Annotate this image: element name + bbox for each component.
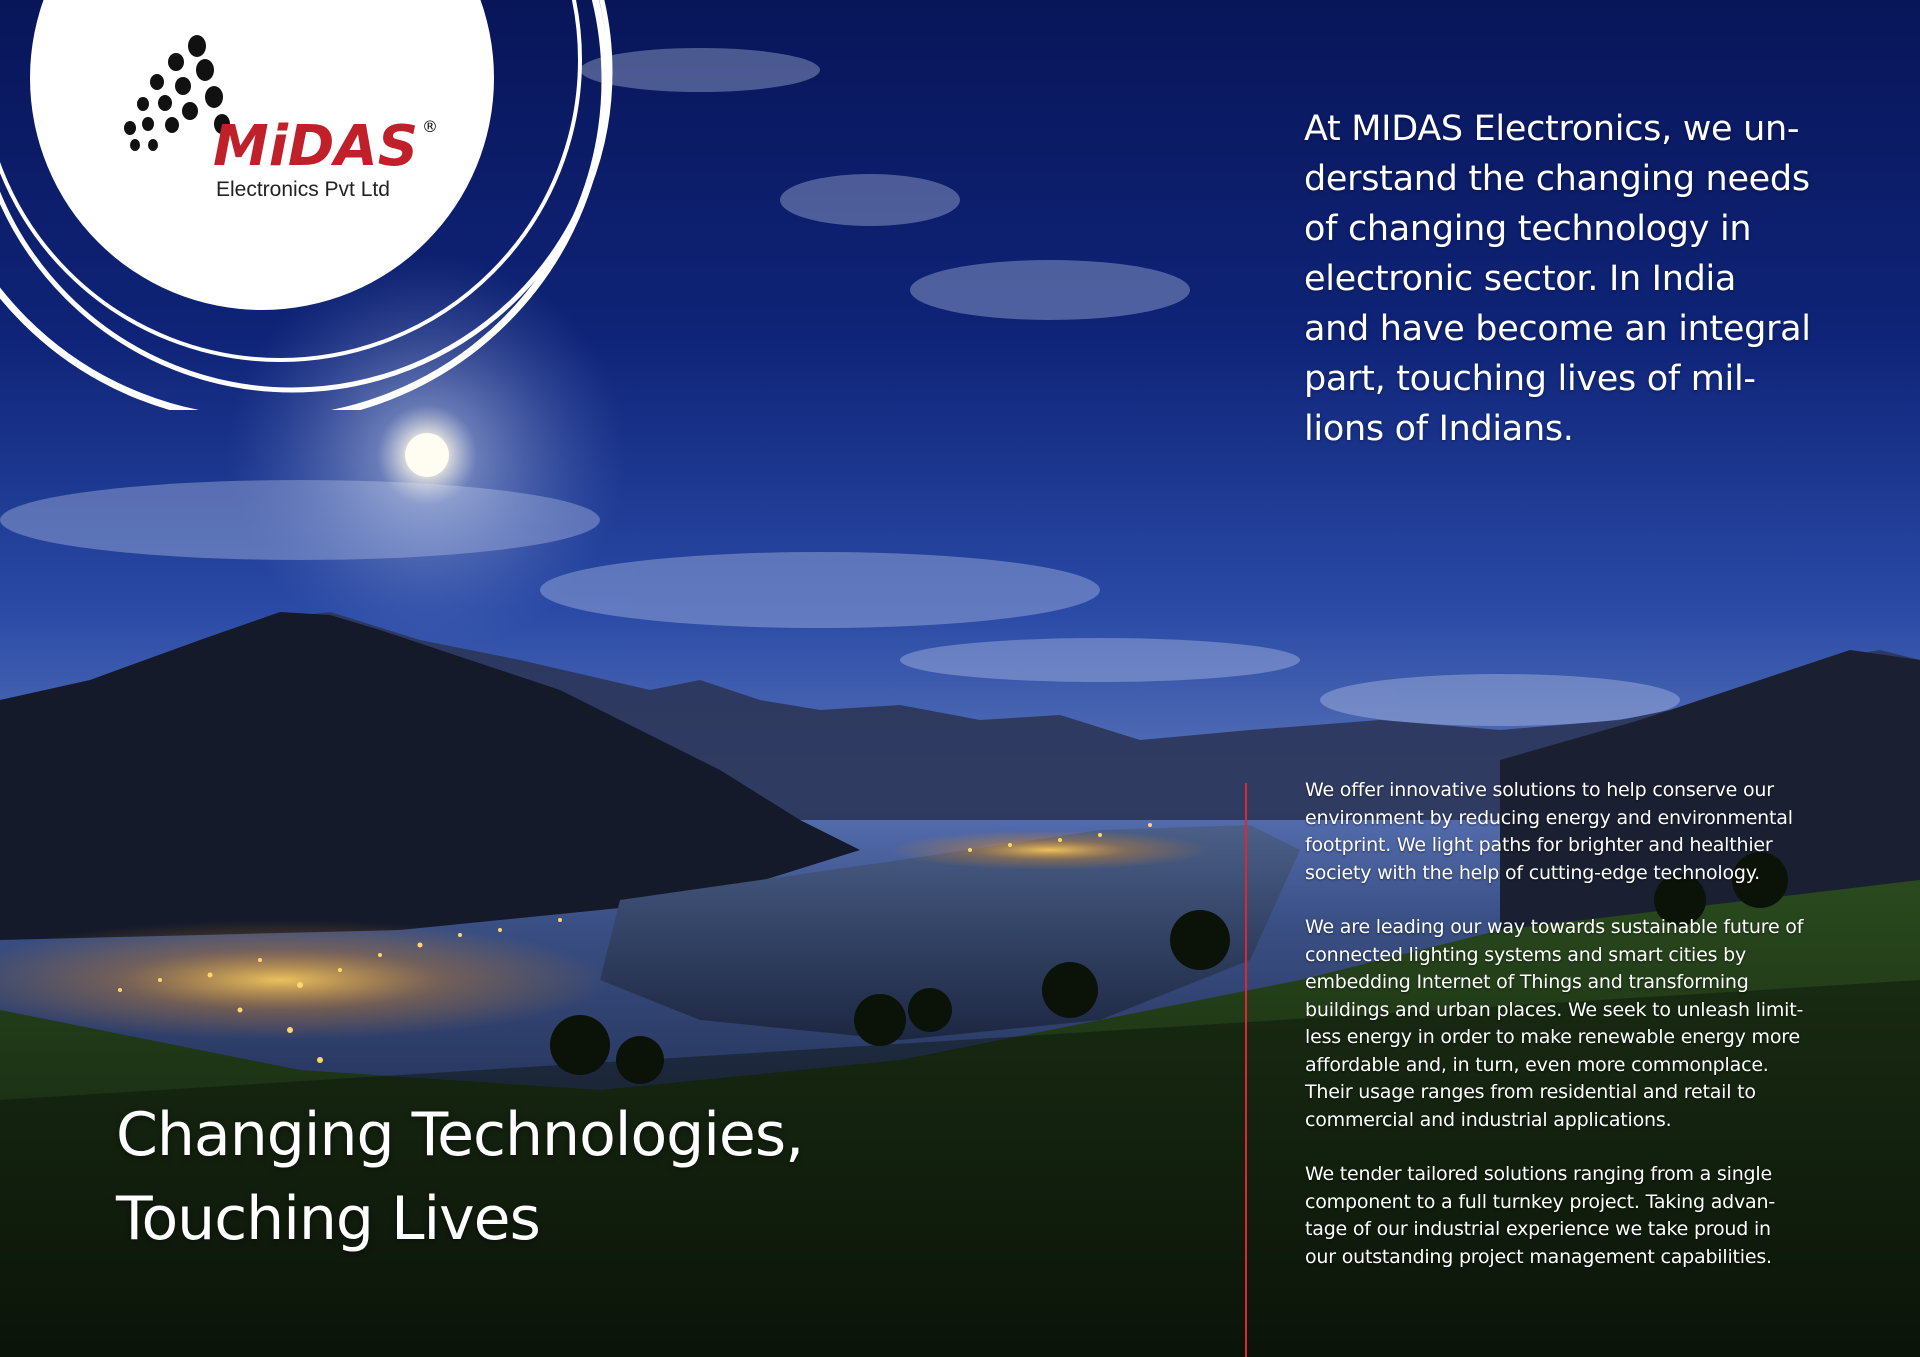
body-paragraph: We offer innovative solutions to help conserve our environment by reducing energy and environmental footprint. We light paths for brighter and healthier society with the help of cutting-edge technology. — [1305, 779, 1793, 884]
body-paragraph: We tender tailored solutions ranging from a single component to a full turnkey project. Taking advan-tage of our industrial experience we take proud in our outstanding project management capabilities. — [1305, 1163, 1776, 1268]
registered-mark: ® — [422, 117, 438, 136]
intro-line: electronic sector. In India — [1304, 259, 1737, 299]
page-headline — [116, 1093, 816, 1261]
logo-badge — [0, 0, 620, 410]
intro-line: derstand the changing needs — [1304, 159, 1810, 199]
brand-tagline: Electronics Pvt Ltd — [216, 178, 390, 201]
intro-line: and have become an integral — [1304, 309, 1811, 349]
headline-line-2: Touching Lives — [116, 1184, 540, 1254]
intro-line: At MIDAS Electronics, we un- — [1304, 109, 1800, 149]
intro-line: of changing technology in — [1304, 209, 1752, 249]
headline-line-1: Changing Technologies, — [116, 1100, 804, 1170]
intro-statement — [1304, 104, 1824, 454]
intro-line: lions of Indians. — [1304, 409, 1574, 449]
body-copy — [1305, 777, 1805, 1298]
intro-line: part, touching lives of mil- — [1304, 359, 1756, 399]
brand-name: MiDAS — [213, 114, 419, 179]
accent-divider — [1245, 783, 1247, 1357]
body-paragraph: We are leading our way towards sustainable future of connected lighting systems and smart cities by embedding Internet of Things and transforming buildings and urban places. We seek to unleash limit-less energy in order to make renewable energy more affordable and, in turn, even more commonplace. Their usage ranges from residential and retail to commercial and industrial applications. — [1305, 916, 1804, 1131]
